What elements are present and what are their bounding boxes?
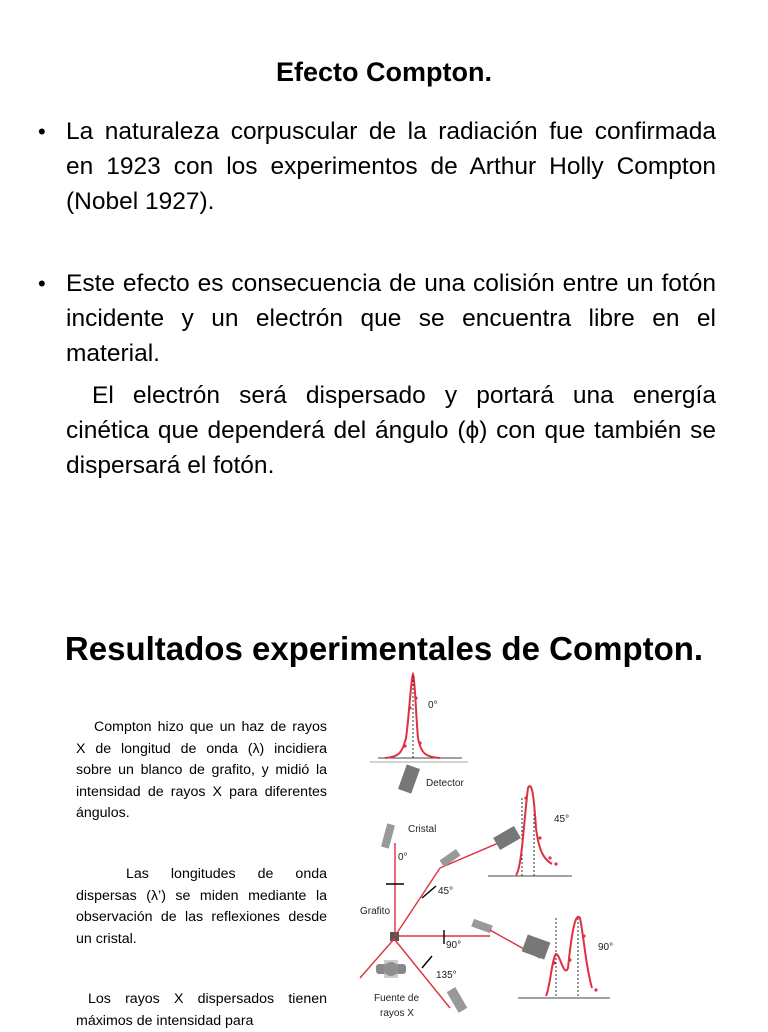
bullet-text-2: Este efecto es consecuencia de una colisión entre un fotón incidente y un electrón que se encuentra libre en el material. (66, 270, 716, 367)
source-label-line2: rayos X (380, 1008, 414, 1019)
crystal-icon (381, 823, 395, 848)
graphite-label: Grafito (360, 906, 391, 917)
bullet-item-2 (38, 266, 716, 371)
spectrum-0-deg (378, 674, 462, 758)
angle-label-0-peak: 0° (428, 700, 438, 711)
detector-label: Detector (426, 778, 464, 789)
angle-label-0-beam: 0° (398, 852, 408, 863)
bullet-marker: • (38, 271, 46, 296)
slide-title: Efecto Compton. (276, 57, 492, 87)
bullet-continuation: El electrón será dispersado y portará una energía cinética que dependerá del ángulo (ϕ) con que también se dispersará el fotón. (66, 382, 716, 479)
paragraph-1: Compton hizo que un haz de rayos X de longitud de onda (λ) incidiera sobre un blanco de grafito, y midió la intensidad de rayos X para diferentes ángulos. (76, 719, 327, 821)
source-label-line1: Fuente de (374, 993, 420, 1004)
compton-experiment-diagram (340, 668, 640, 1024)
bullet-text-1: La naturaleza corpuscular de la radiación fue confirmada en 1923 con los experimentos de Arthur Holly Compton (Nobel 1927). (66, 118, 716, 215)
graphite-block (390, 932, 399, 941)
bullet-item-1 (38, 114, 716, 219)
angle-label-90-peak: 90° (598, 942, 614, 953)
crystal-label: Cristal (408, 824, 437, 835)
angle-label-45-beam: 45° (438, 886, 454, 897)
angle-label-135-beam: 135° (436, 970, 457, 981)
detector-box (398, 764, 420, 793)
paragraph-3: Los rayos X dispersados tienen máximos de intensidad para (76, 991, 327, 1029)
paragraph-2: Las longitudes de onda dispersas (λ’) se miden mediante la observación de las reflexiones desde un cristal. (76, 866, 327, 947)
section-title: Resultados experimentales de Compton. (64, 630, 704, 667)
spectrum-90-deg (518, 917, 613, 998)
bullet-marker: • (38, 119, 46, 144)
angle-label-45-peak: 45° (554, 814, 570, 825)
xray-source-icon (376, 960, 406, 978)
angle-label-90-beam: 90° (446, 940, 462, 951)
spectrum-45-deg (488, 786, 572, 876)
